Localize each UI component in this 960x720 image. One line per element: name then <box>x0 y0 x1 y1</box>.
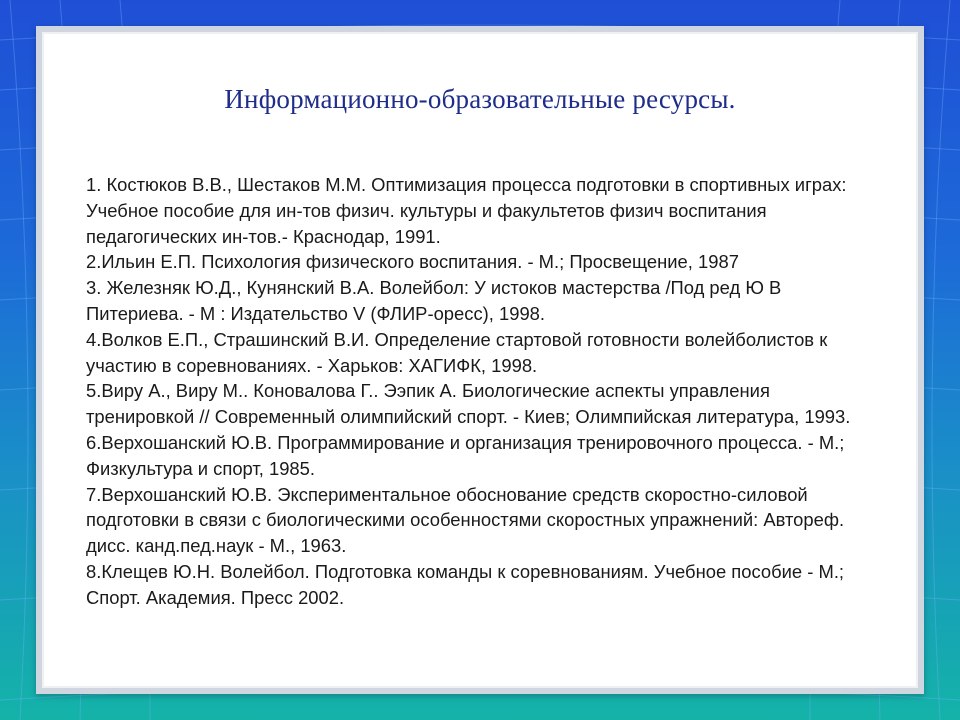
reference-list <box>86 172 866 611</box>
reference-item-3: 3. Железняк Ю.Д., Кунянский В.А. Волейбол: У истоков мастерства /Под ред Ю В Питериева. - М : Издательство V (ФЛИР-оресс), 1998. <box>86 277 782 324</box>
reference-item-1: 1. Костюков В.В., Шестаков М.М. Оптимизация процесса подготовки в спортивных играх: Учебное пособие для ин-тов физич. культуры и факультетов физич воспитания педагогических ин-тов.- Краснодар, 1991. <box>86 174 847 247</box>
reference-item-7: 7.Верхошанский Ю.В. Экспериментальное обоснование средств скоростно-силовой подготовки в связи с биологическими особенностями скоростных упражнений: Автореф. дисс. канд.пед.наук - М., 1963. <box>86 483 845 557</box>
reference-item-8: 8.Клещев Ю.Н. Волейбол. Подготовка команды к соревнованиям. Учебное пособие - М.; Спорт. Академия. Пресс 2002. <box>86 560 845 608</box>
reference-item-5: 5.Виру А., Виру М.. Коновалова Г.. Ээпик А. Биологические аспекты управления тренировкой // Современный олимпийский спорт. - Киев; Олимпийская литература, 1993. <box>86 380 851 428</box>
content-panel <box>36 26 924 694</box>
slide-title: Информационно-образовательные ресурсы. <box>224 84 736 114</box>
reference-item-2: 2.Ильин Е.П. Психология физического воспитания. - М.; Просвещение, 1987 <box>86 251 739 273</box>
reference-item-4: 4.Волков Е.П., Страшинский В.И. Определение стартовой готовности волейболистов к участию в соревнованиях. - Харьков: ХАГИФК, 1998. <box>86 328 828 376</box>
reference-item-6: 6.Верхошанский Ю.В. Программирование и организация тренировочного процесса. - М.; Физкультура и спорт, 1985. <box>86 431 845 479</box>
